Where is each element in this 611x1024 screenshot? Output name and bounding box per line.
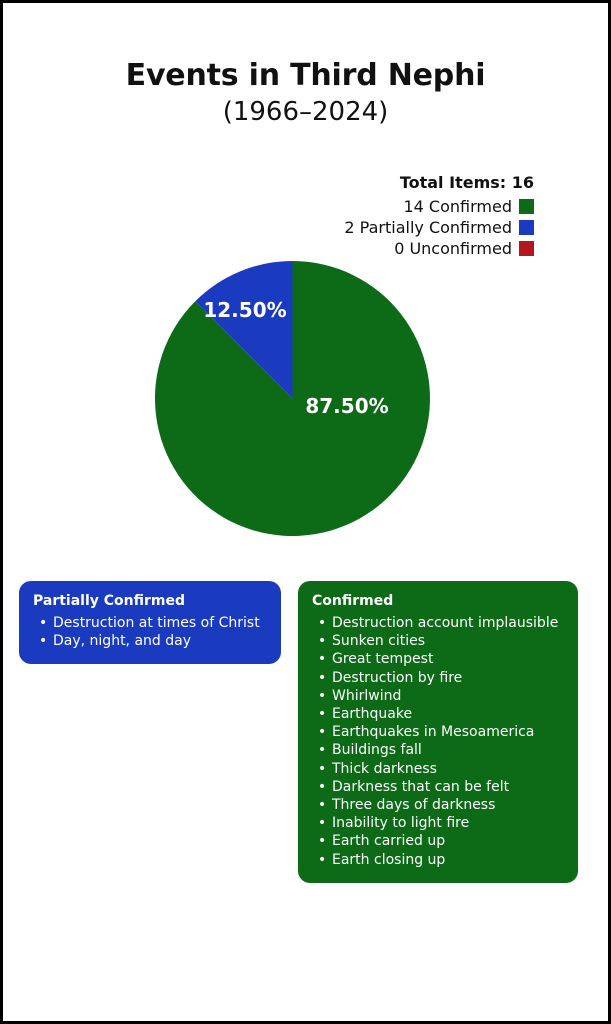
list-item: • Three days of darkness — [312, 796, 564, 814]
legend-swatch-unconfirmed — [519, 241, 534, 256]
list-item: • Earthquake — [312, 705, 564, 723]
pie-svg — [155, 261, 430, 536]
list-item: • Thick darkness — [312, 760, 564, 778]
card-confirmed — [298, 581, 578, 883]
pie-label-partially-confirmed: 12.50% — [203, 298, 287, 322]
card-title-partially-confirmed: Partially Confirmed — [33, 593, 186, 609]
card-list-confirmed — [312, 614, 564, 869]
legend-item-partially-confirmed — [344, 218, 534, 237]
legend-item-confirmed — [344, 197, 534, 216]
legend-label-unconfirmed: 0 Unconfirmed — [394, 239, 512, 258]
legend-label-partially-confirmed: 2 Partially Confirmed — [344, 218, 512, 237]
title-block — [3, 59, 608, 127]
chart-legend — [344, 173, 534, 258]
list-item: • Great tempest — [312, 650, 564, 668]
legend-swatch-partially-confirmed — [519, 220, 534, 235]
card-partially-confirmed — [19, 581, 281, 664]
legend-label-confirmed: 14 Confirmed — [403, 197, 512, 216]
page-title: Events in Third Nephi — [125, 58, 486, 93]
list-item: • Darkness that can be felt — [312, 778, 564, 796]
card-title-confirmed: Confirmed — [312, 593, 394, 609]
legend-swatch-confirmed — [519, 199, 534, 214]
card-list-partially-confirmed — [33, 614, 267, 650]
page-subtitle: (1966–2024) — [222, 97, 389, 127]
list-item: • Earth closing up — [312, 851, 564, 869]
list-item: • Destruction account implausible — [312, 614, 564, 632]
list-item: • Sunken cities — [312, 632, 564, 650]
list-item: • Day, night, and day — [33, 632, 267, 650]
pie-chart — [155, 261, 430, 536]
pie-label-confirmed: 87.50% — [305, 394, 389, 418]
list-item: • Earthquakes in Mesoamerica — [312, 723, 564, 741]
list-item: • Inability to light fire — [312, 814, 564, 832]
list-item: • Whirlwind — [312, 687, 564, 705]
list-item: • Buildings fall — [312, 741, 564, 759]
list-item: • Destruction at times of Christ — [33, 614, 267, 632]
list-item: • Earth carried up — [312, 832, 564, 850]
list-item: • Destruction by fire — [312, 669, 564, 687]
total-items-label: Total Items: 16 — [399, 173, 534, 192]
legend-item-unconfirmed — [344, 239, 534, 258]
